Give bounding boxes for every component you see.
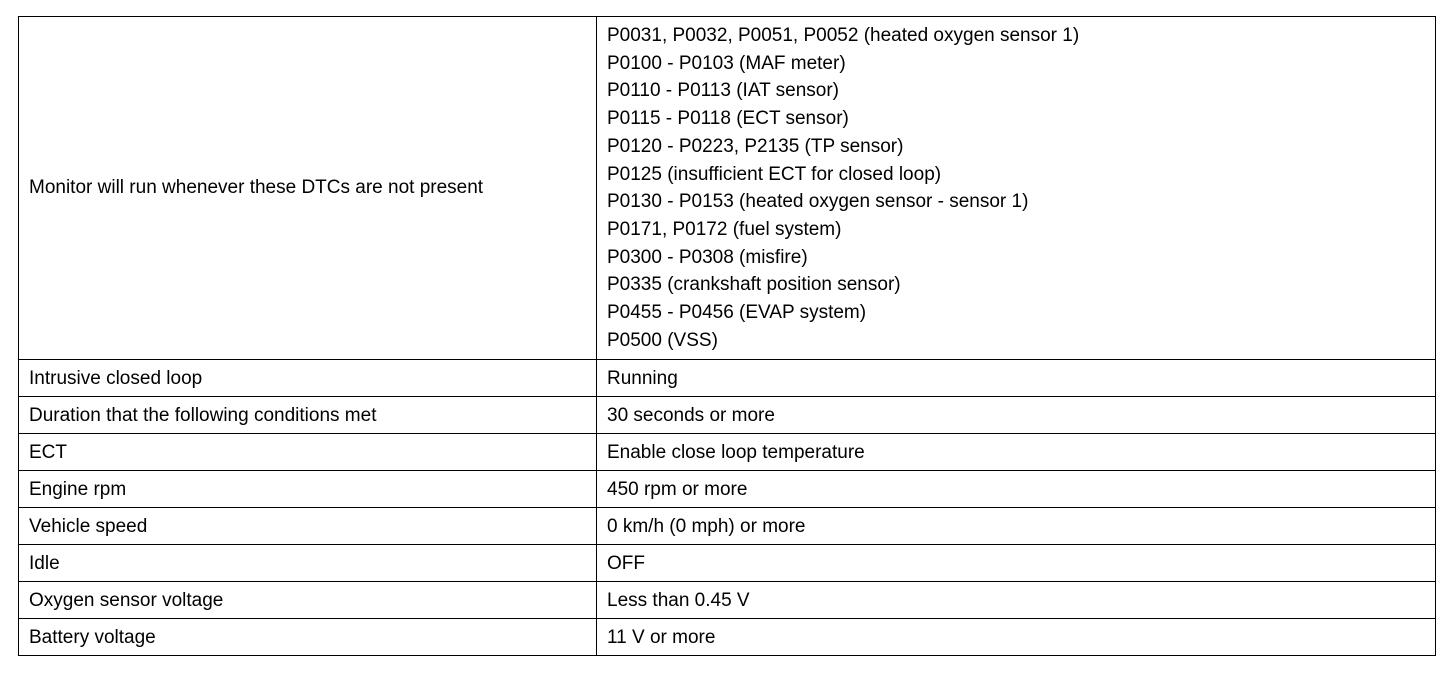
condition-label: ECT	[19, 434, 597, 471]
dtc-list-cell	[597, 17, 1436, 360]
condition-value: Running	[597, 360, 1436, 397]
condition-value: Less than 0.45 V	[597, 582, 1436, 619]
dtc-item: P0125 (insufficient ECT for closed loop)	[607, 163, 942, 185]
dtc-item: P0300 - P0308 (misfire)	[607, 246, 808, 268]
dtc-item: P0110 - P0113 (IAT sensor)	[607, 80, 839, 102]
table-row	[19, 471, 1436, 508]
condition-label: Engine rpm	[19, 471, 597, 508]
condition-label: Idle	[19, 545, 597, 582]
condition-value: Enable close loop temperature	[597, 434, 1436, 471]
condition-label: Battery voltage	[19, 619, 597, 656]
monitor-label-cell	[19, 17, 597, 360]
table-row	[19, 582, 1436, 619]
condition-label: Oxygen sensor voltage	[19, 582, 597, 619]
table-row	[19, 508, 1436, 545]
conditions-table	[18, 16, 1436, 656]
table-row	[19, 619, 1436, 656]
condition-label: Vehicle speed	[19, 508, 597, 545]
condition-label: Duration that the following conditions met	[19, 397, 597, 434]
dtc-item: P0455 - P0456 (EVAP system)	[607, 302, 867, 324]
dtc-list	[607, 22, 1425, 354]
dtc-item: P0100 - P0103 (MAF meter)	[607, 52, 846, 74]
dtc-item: P0115 - P0118 (ECT sensor)	[607, 108, 849, 130]
dtc-item: P0130 - P0153 (heated oxygen sensor - sensor 1)	[607, 191, 1029, 213]
table-row	[19, 545, 1436, 582]
condition-value: 450 rpm or more	[597, 471, 1436, 508]
dtc-item: P0500 (VSS)	[607, 329, 718, 351]
condition-value: 30 seconds or more	[597, 397, 1436, 434]
condition-value: 0 km/h (0 mph) or more	[597, 508, 1436, 545]
condition-value: OFF	[597, 545, 1436, 582]
monitor-label: Monitor will run whenever these DTCs are not present	[29, 177, 484, 199]
dtc-item: P0031, P0032, P0051, P0052 (heated oxygen sensor 1)	[607, 25, 1080, 46]
dtc-item: P0171, P0172 (fuel system)	[607, 218, 842, 240]
condition-value: 11 V or more	[597, 619, 1436, 656]
condition-label: Intrusive closed loop	[19, 360, 597, 397]
table-row-monitor	[19, 17, 1436, 360]
table-row	[19, 360, 1436, 397]
table-row	[19, 397, 1436, 434]
dtc-item: P0335 (crankshaft position sensor)	[607, 274, 901, 296]
table-row	[19, 434, 1436, 471]
dtc-item: P0120 - P0223, P2135 (TP sensor)	[607, 135, 904, 157]
